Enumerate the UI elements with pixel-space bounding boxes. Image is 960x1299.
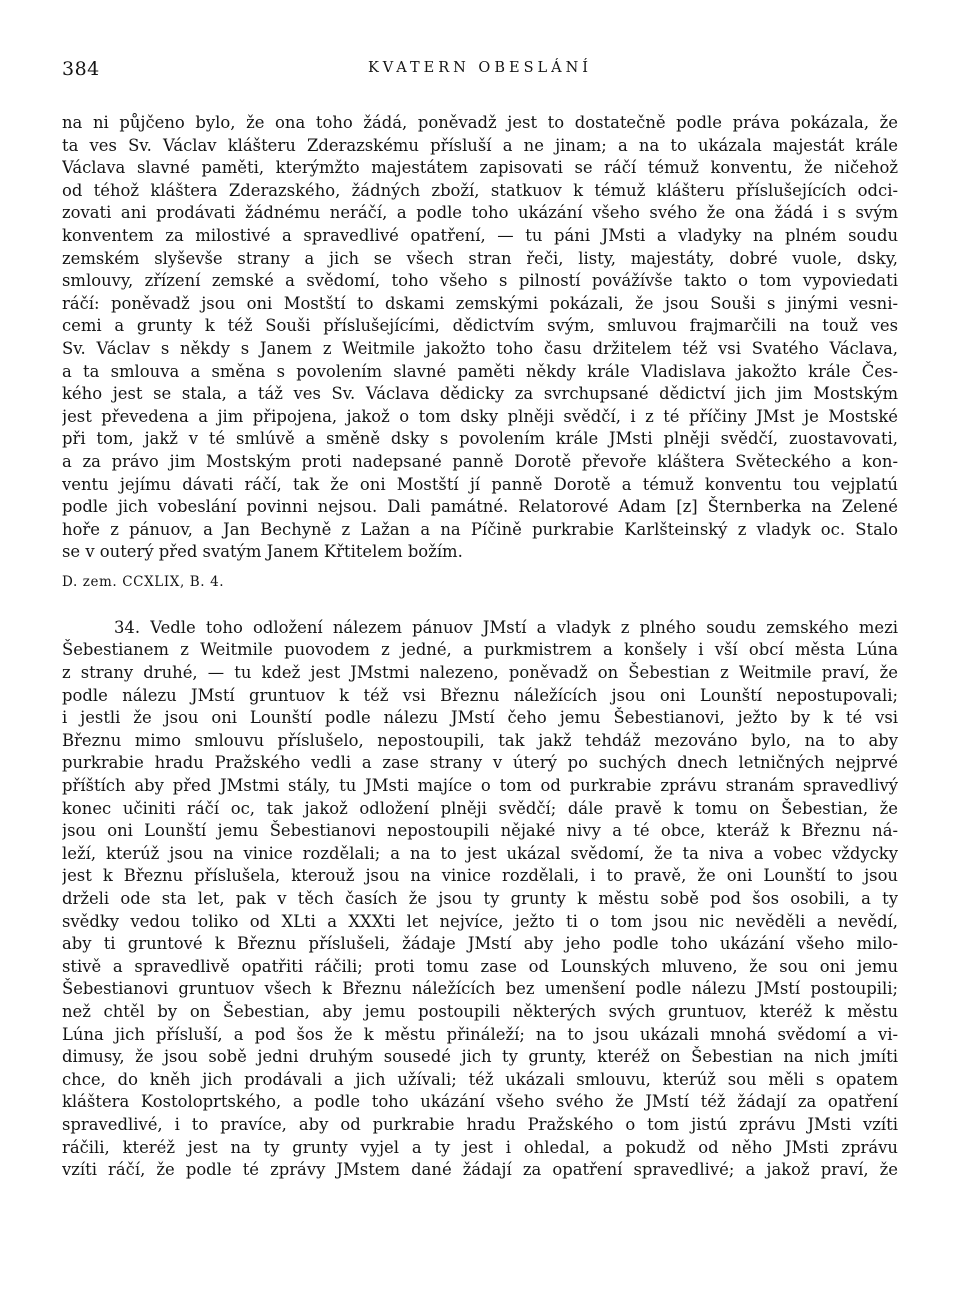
paragraph-gap xyxy=(62,593,898,617)
page-number: 384 xyxy=(62,58,100,80)
text-line: i jestli že jsou oni Lounští podle nálezu JMstí čeho jemu Šebestianovi, ježto by k té vsi xyxy=(62,708,898,728)
text-line: při tom, jakž v té smlúvě a směně dsky s povolením krále JMsti plněji svědčí, zuostavovati, xyxy=(62,429,898,449)
text-line: Václava slavné paměti, kterýmžto majestátem zapisovati se ráčí témuž konventu, že ničehož xyxy=(62,158,898,178)
source-reference: D. zem. CCXLIX, B. 4. xyxy=(62,573,225,590)
text-line: zemském slyševše strany a jich se všech stran řeči, listy, majestáty, dobré vuole, dsky, xyxy=(62,248,898,268)
text-line: Lúna jich přísluší, a pod šos že k městu přináleží; na to jsou ukázali mnohá svědomí a vi- xyxy=(62,1024,898,1044)
text-line: Šebestianem z Weitmile puovodem z jedné, a purkmistrem a konšely i vší obcí města Lúna xyxy=(62,640,898,660)
text-line: jest k Březnu příslušela, kterouž jsou na vinice rozdělali, i to pravě, že oni Lounští to jsou xyxy=(62,866,898,886)
text-line: dimusy, že jsou sobě jedni druhým sousedé jich ty grunty, kteréž on Šebestian na nich jmíti xyxy=(62,1047,898,1067)
text-line: na ni půjčeno bylo, že ona toho žádá, poněvadž jest to dostatečně podle práva pokázala, že xyxy=(62,113,898,132)
text-line: ta ves Sv. Václav klášteru Zderazskému přísluší a ne jinam; a na to ukázala majestát krále xyxy=(62,135,898,155)
text-line: chce, do kněh jich prodávali a jich užívali; též ukázali smlouvu, kterúž sou měli s opatem xyxy=(62,1069,898,1089)
text-line: a ta smlouva a směna s povolením slavné paměti někdy krále Vladislava jakožto krále Čes- xyxy=(62,361,898,381)
text-line: hoře z pánuov, a Jan Bechyně z Lažan a na Píčině purkrabie Karlšteinský z vladyk oc. Stalo xyxy=(62,519,898,539)
text-line: aby ti gruntové k Březnu příslušeli, žádaje JMstí aby jeho podle toho ukázání všeho milo- xyxy=(62,934,898,954)
text-line: vzíti ráčí, že podle té zprávy JMstem dané žádají za opatření spravedlivé; a jakož praví, že xyxy=(62,1160,898,1180)
text-line: a za právo jim Mostským proti nadepsané panně Dorotě převoře kláštera Světeckého a kon- xyxy=(62,451,898,471)
text-line: jest převedena a jim připojena, jakož o tom dsky plněji svědčí, i z té příčiny JMst je Mostské xyxy=(62,406,898,426)
running-title: KVATERN OBESLÁNÍ xyxy=(367,60,593,76)
text-line: od téhož kláštera Zderazského, žádných zboží, statkuov k témuž klášteru příslušejících odci- xyxy=(62,180,898,200)
text-line: konec učiniti ráčí oc, tak jakož odložení plněji svědčí; dále pravě k tomu on Šebestian, že xyxy=(62,798,898,818)
text-line: drželi ode sta let, pak v těch časích že jsou ty grunty k městu sobě pod šos osobili, a ty xyxy=(62,889,898,908)
book-page xyxy=(62,58,898,1182)
text-line: leží, kterúž jsou na vinice rozdělali; a na to jest ukázal svědomí, že ta niva a vobec vždycky xyxy=(62,843,898,863)
text-line: Sv. Václav s někdy s Janem z Weitmile jakožto toho času držitelem též vsi Svatého Václava, xyxy=(62,338,898,358)
text-line: Šebestianovi gruntuov všech k Březnu náležících bez umenšení podle nálezu JMstí postoupili; xyxy=(62,979,898,999)
running-head xyxy=(62,58,898,92)
text-line: kého jest se stala, a táž ves Sv. Václava dědicky za svrchupsané dědictví jich jim Mostským xyxy=(62,384,898,404)
text-line: ráčí: poněvadž jsou oni Mostští to dskami zemskými pokázali, že jsou Souši s jinými vesni- xyxy=(62,293,898,313)
text-line: spravedlivé, i to pravíce, aby od purkrabie hradu Pražského o tom jistú zprávu JMsti vzíti xyxy=(62,1114,898,1134)
text-line: stivě a spravedlivě opatřiti ráčili; proti tomu zase od Lounských mluveno, že sou oni jemu xyxy=(62,956,898,976)
text-line: purkrabie hradu Pražského vedli a zase strany v úterý po suchých dnech letničných nejprvé xyxy=(62,753,898,773)
text-line: Březnu mimo smlouvu příslušelo, nepostoupili, tak jakž tehdáž mezováno bylo, na to aby xyxy=(62,730,898,750)
text-line: zovati ani prodávati žádnému neráčí, a podle toho ukázání všeho svého že ona žádá i s svým xyxy=(62,203,898,223)
paragraph-34 xyxy=(62,617,898,1182)
text-line: 34. Vedle toho odložení nálezem pánuov JMstí a vladyk z plného soudu zemského mezi xyxy=(114,617,898,637)
text-line: kláštera Kostoloprtského, a podle toho ukázání všeho svého že JMstí též žádají za opatření xyxy=(62,1092,898,1112)
text-line: podle nálezu JMstí gruntuov k též vsi Březnu náležících jsou oni Lounští nepostupovali; xyxy=(62,685,898,705)
text-line: se v outerý před svatým Janem Křtitelem božím. xyxy=(62,542,463,562)
text-line: konventem za milostivé a spravedlivé opatření, — tu páni JMsti a vladyky na plném soudu xyxy=(62,225,898,245)
text-line: jsou oni Lounští jemu Šebestianovi nepostoupili nějaké nivy a té obce, kteráž k Březnu ná- xyxy=(62,821,898,841)
text-line: smlouvy, zřízení zemské a svědomí, toho všeho s pilností povážívše takto o tom vypoviedati xyxy=(62,271,898,291)
text-line: z strany druhé, — tu kdež jest JMstmi nalezeno, poněvadž on Šebestian z Weitmile praví, že xyxy=(62,663,898,683)
paragraph-33-continuation xyxy=(62,112,898,564)
text-line: než chtěl by on Šebestian, aby jemu postoupili některých svých gruntuov, kteréž k městu xyxy=(62,1001,898,1021)
text-line: podle jich vobeslání povinni nejsou. Dali památné. Relatorové Adam [z] Šternberka na Zelené xyxy=(62,497,898,517)
text-line: ráčili, kteréž jest na ty grunty vyjel a ty jest i ohledal, a pokudž od něho JMsti zprávu xyxy=(62,1137,898,1157)
text-line: svědky vedou toliko od XLti a XXXti let nejvíce, ježto ti o tom jsou nic nevěděli a nevědí, xyxy=(62,911,898,931)
text-line: příštích aby před JMstmi stály, tu JMsti majíce o tom od purkrabie zprávu stranám spravedlivý xyxy=(62,776,898,796)
text-line: cemi a grunty k též Souši příslušejícími, dědictvím svým, smluvou frajmarčili na touž ves xyxy=(62,316,898,336)
text-line: ventu jejímu dávati ráčí, tak že oni Mostští jí panně Dorotě a témuž konventu tou vejplatú xyxy=(62,474,898,494)
